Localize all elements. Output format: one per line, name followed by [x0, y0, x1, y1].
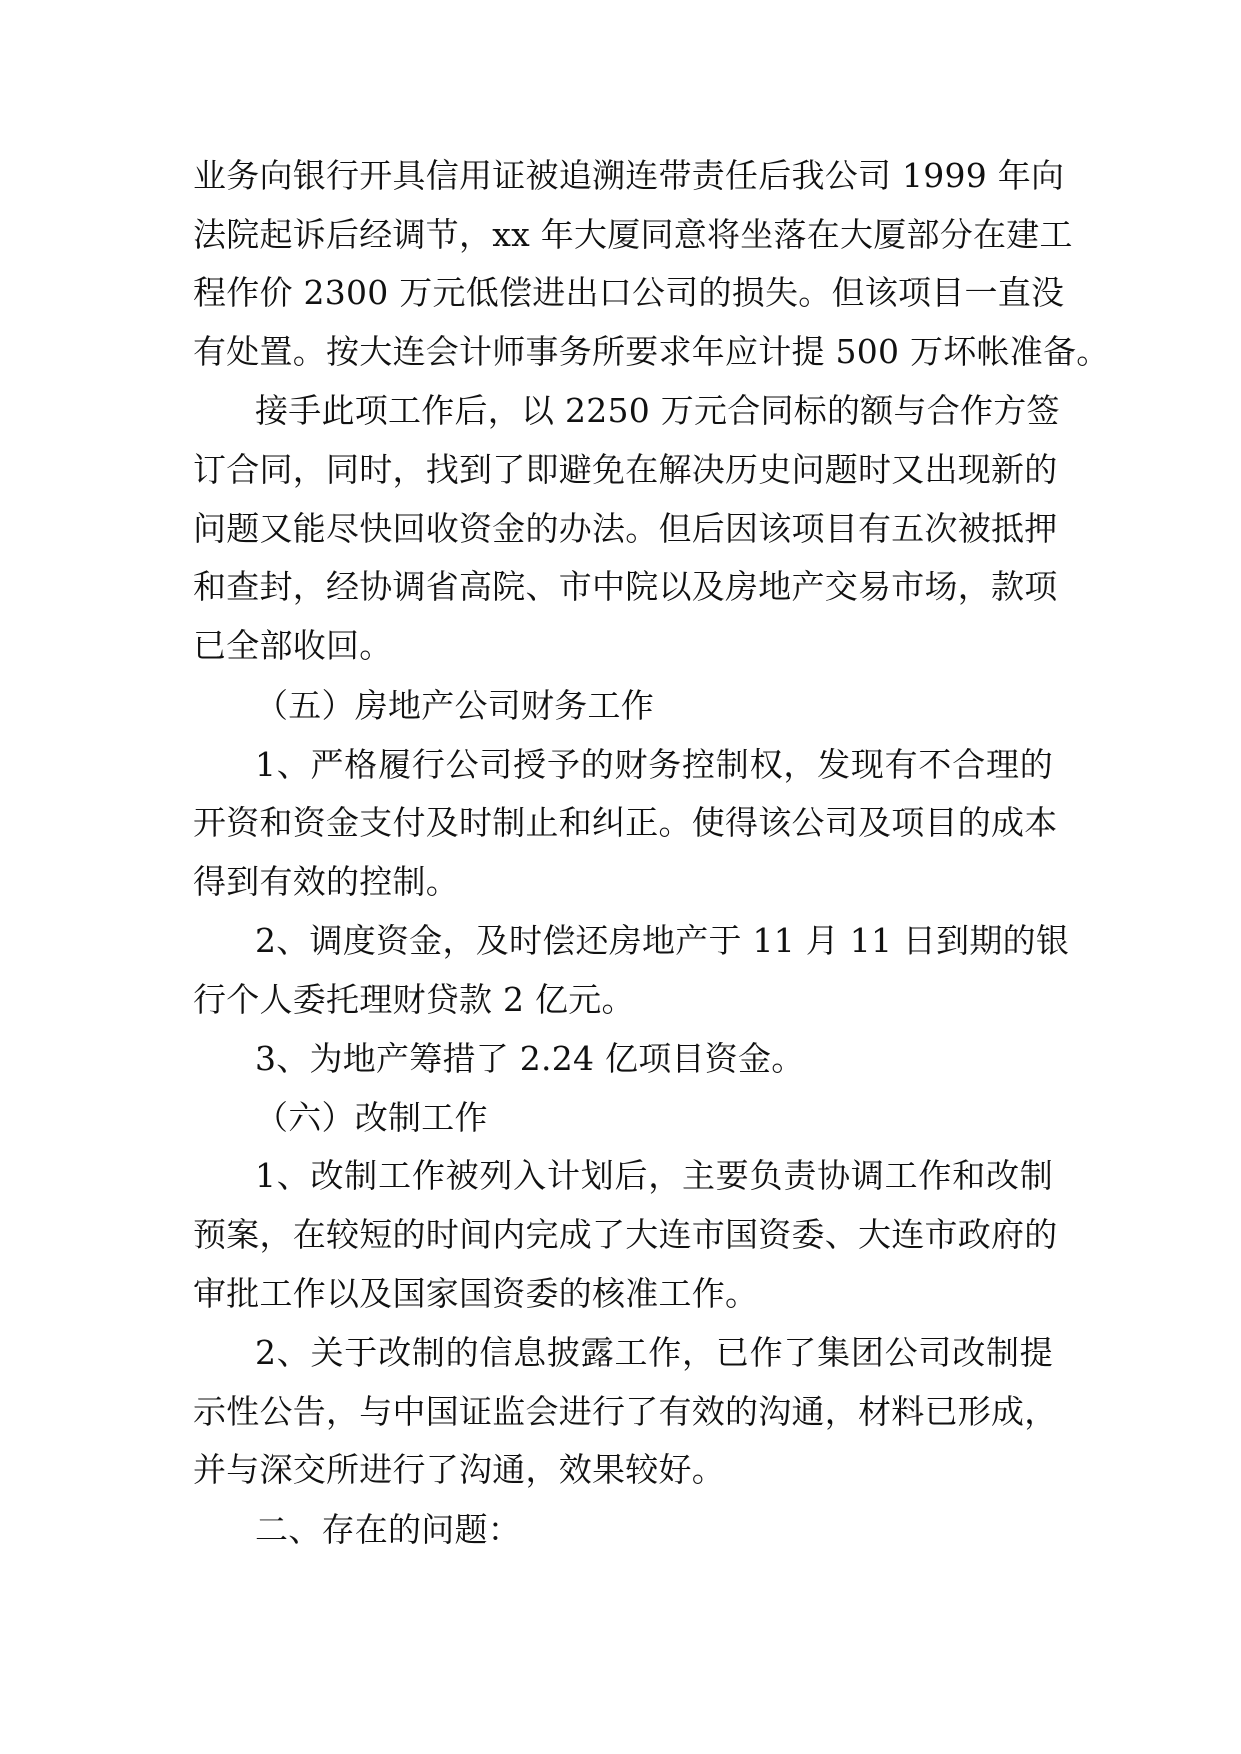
paragraph-line: 示性公告，与中国证监会进行了有效的沟通，材料已形成，: [193, 1392, 1058, 1431]
paragraph-line: 和查封，经协调省高院、市中院以及房地产交易市场，款项: [193, 567, 1058, 606]
paragraph-line: 问题又能尽快回收资金的办法。但后因该项目有五次被抵押: [193, 509, 1058, 548]
paragraph-line: 2、关于改制的信息披露工作，已作了集团公司改制提: [255, 1333, 1053, 1372]
paragraph-line: 程作价 2300 万元低偿进出口公司的损失。但该项目一直没: [193, 273, 1065, 312]
paragraph-line: 得到有效的控制。: [193, 862, 459, 901]
section-heading: （六）改制工作: [255, 1098, 488, 1137]
paragraph-line: 3、为地产筹措了 2.24 亿项目资金。: [255, 1039, 805, 1078]
paragraph-line: 已全部收回。: [193, 626, 393, 665]
section-heading: 二、存在的问题：: [255, 1510, 521, 1549]
paragraph-line: 业务向银行开具信用证被追溯连带责任后我公司 1999 年向: [193, 156, 1065, 195]
paragraph-line: 有处置。按大连会计师事务所要求年应计提 500 万坏帐准备。: [193, 332, 1110, 371]
paragraph-line: 2、调度资金，及时偿还房地产于 11 月 11 日到期的银: [255, 921, 1070, 960]
paragraph-line: 开资和资金支付及时制止和纠正。使得该公司及项目的成本: [193, 803, 1058, 842]
paragraph-line: 1、改制工作被列入计划后，主要负责协调工作和改制: [255, 1156, 1053, 1195]
paragraph-line: 1、严格履行公司授予的财务控制权，发现有不合理的: [255, 745, 1053, 784]
paragraph-line: 行个人委托理财贷款 2 亿元。: [193, 980, 635, 1019]
section-heading: （五）房地产公司财务工作: [255, 686, 654, 725]
paragraph-line: 并与深交所进行了沟通，效果较好。: [193, 1450, 725, 1489]
paragraph-line: 订合同，同时，找到了即避免在解决历史问题时又出现新的: [193, 450, 1058, 489]
paragraph-line: 审批工作以及国家国资委的核准工作。: [193, 1274, 759, 1313]
paragraph-line: 接手此项工作后，以 2250 万元合同标的额与合作方签: [255, 391, 1060, 430]
paragraph-line: 预案，在较短的时间内完成了大连市国资委、大连市政府的: [193, 1215, 1058, 1254]
paragraph-line: 法院起诉后经调节，xx 年大厦同意将坐落在大厦部分在建工: [193, 215, 1073, 254]
